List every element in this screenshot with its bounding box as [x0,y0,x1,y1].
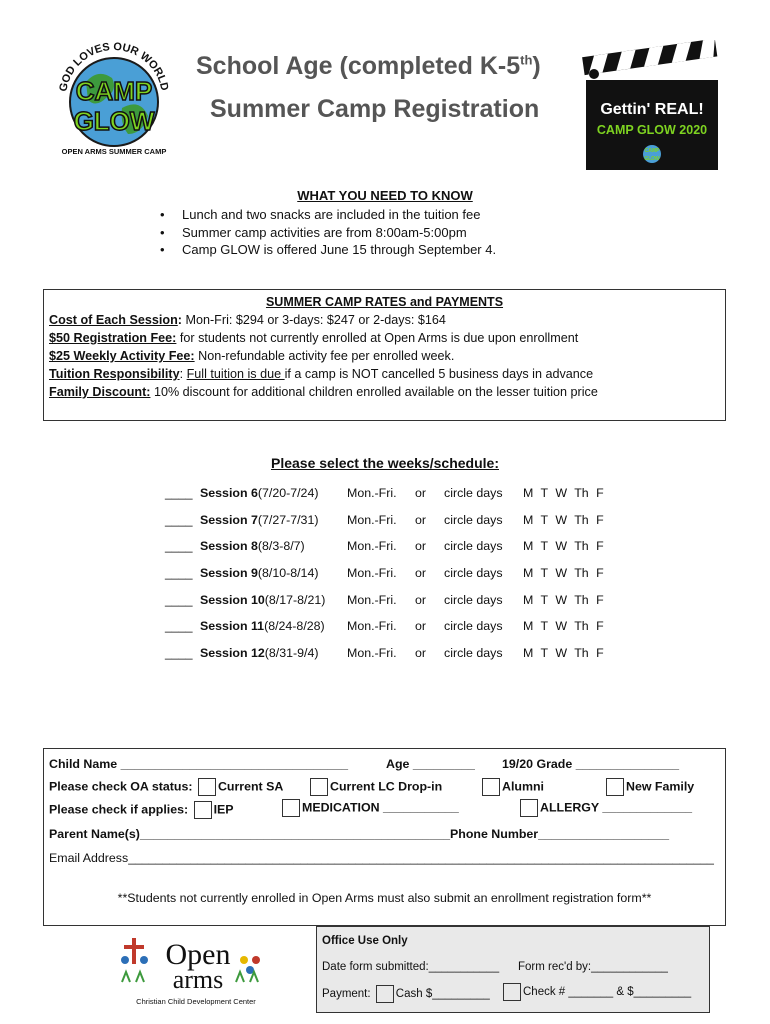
circle-days-label: circle days [444,619,503,634]
session-select-blank[interactable]: ____ [165,512,193,527]
rates-heading: SUMMER CAMP RATES and PAYMENTS [265,295,504,309]
medication-option: MEDICATION ___________ [280,799,459,817]
logo-glow-text: GLOW [73,106,155,136]
family-discount-row: Family Discount: 10% discount for additional children enrolled available on the lesser tuition price [49,385,598,399]
open-arms-word1: Open [165,938,231,971]
clapperboard-icon [582,40,722,172]
tuition-row: Tuition Responsibility: Full tuition is due if a camp is NOT cancelled 5 business days in advance [49,367,594,381]
phone-field[interactable]: Phone Number___________________ [450,827,670,841]
session-label: Session 8 (8/3-8/7) [200,539,305,554]
list-item: • Camp GLOW is offered June 15 through September 4. [160,241,496,259]
applies-row: Please check if applies: IEP [49,801,234,819]
mon-fri-option[interactable]: Mon.-Fri. [347,592,397,607]
weekday-options[interactable]: M T W Th F [523,619,604,634]
date-submitted-field[interactable]: Date form submitted:___________ [322,961,500,973]
clapper-mini-glow: GLOW [644,156,660,162]
session-label: Session 6 (7/20-7/24) [200,486,319,500]
age-field[interactable]: Age _________ [386,757,475,771]
session-label: Session 7 (7/27-7/31) [200,512,319,527]
rates-box [43,289,726,421]
session-label: Session 12 (8/31-9/4) [200,646,319,661]
office-use-box [316,926,710,1013]
session-select-blank[interactable]: ____ [165,486,193,500]
alumni-checkbox[interactable] [482,778,500,796]
page-title: School Age (completed K-5th) [196,52,541,80]
weekday-options[interactable]: M T W Th F [523,592,604,607]
camp-glow-logo [52,38,176,158]
mon-fri-option[interactable]: Mon.-Fri. [347,486,397,500]
or-text: or [415,539,427,554]
session-select-blank[interactable]: ____ [165,646,193,661]
circle-days-label: circle days [444,646,503,661]
session-label: Session 11 (8/24-8/28) [200,619,325,634]
activity-fee-row: $25 Weekly Activity Fee: Non-refundable activity fee per enrolled week. [49,349,455,363]
check-option: Check # _______ & $_________ [501,983,691,1001]
oa-status-row: Please check OA status: Current SA [49,778,283,796]
email-field[interactable]: Email Address_____________________________________________________________________________________ [49,851,714,865]
registration-fee-row: $50 Registration Fee: for students not currently enrolled at Open Arms is due upon enrollment [49,331,579,345]
session-label: Session 10 (8/17-8/21) [200,592,326,607]
list-item: • Summer camp activities are from 8:00am-5:00pm [160,224,496,242]
office-heading: Office Use Only [322,935,408,947]
weekday-options[interactable]: M T W Th F [523,486,604,500]
mon-fri-option[interactable]: Mon.-Fri. [347,566,397,581]
new-family-checkbox[interactable] [606,778,624,796]
weekday-options[interactable]: M T W Th F [523,646,604,661]
mon-fri-option[interactable]: Mon.-Fri. [347,512,397,527]
payment-row: Payment: Cash $_________ [322,985,490,1003]
or-text: or [415,566,427,581]
circle-days-label: circle days [444,486,503,500]
circle-days-label: circle days [444,566,503,581]
session-select-blank[interactable]: ____ [165,619,193,634]
clapper-mini-camp: CAMP [644,148,660,154]
session-select-blank[interactable]: ____ [165,539,193,554]
current-lc-checkbox[interactable] [310,778,328,796]
current-lc-option: Current LC Drop-in [308,778,442,796]
know-list [160,206,496,259]
allergy-checkbox[interactable] [520,799,538,817]
circle-days-label: circle days [444,512,503,527]
know-section [0,188,770,257]
clapper-line2: CAMP GLOW 2020 [596,123,708,137]
new-family-option: New Family [604,778,694,796]
or-text: or [415,512,427,527]
weekday-options[interactable]: M T W Th F [523,539,604,554]
or-text: or [415,486,427,500]
logo-caption: OPEN ARMS SUMMER CAMP [61,147,167,156]
open-arms-word2: arms [172,965,224,994]
logo-camp-text: CAMP [75,76,153,106]
form-received-field[interactable]: Form rec'd by:____________ [518,961,668,973]
mon-fri-option[interactable]: Mon.-Fri. [347,619,397,634]
current-sa-checkbox[interactable] [198,778,216,796]
know-heading: WHAT YOU NEED TO KNOW [297,188,473,203]
circle-days-label: circle days [444,592,503,607]
cost-row: Cost of Each Session: Mon-Fri: $294 or 3-days: $247 or 2-days: $164 [49,313,446,327]
or-text: or [415,592,427,607]
cash-checkbox[interactable] [376,985,394,1003]
alumni-option: Alumni [480,778,544,796]
iep-checkbox[interactable] [194,801,212,819]
parent-name-field[interactable]: Parent Name(s)_____________________________________________ [49,827,450,841]
check-checkbox[interactable] [503,983,521,1001]
logo-arc-text: GOD LOVES OUR WORLD [57,40,171,93]
clapper-line1: Gettin' REAL! [600,101,704,118]
or-text: or [415,646,427,661]
allergy-option: ALLERGY _____________ [518,799,692,817]
weekday-options[interactable]: M T W Th F [523,566,604,581]
grade-field[interactable]: 19/20 Grade _______________ [502,757,680,771]
session-select-blank[interactable]: ____ [165,592,193,607]
mon-fri-option[interactable]: Mon.-Fri. [347,539,397,554]
medication-checkbox[interactable] [282,799,300,817]
weeks-heading: Please select the weeks/schedule: [270,455,499,471]
session-label: Session 9 (8/10-8/14) [200,566,319,581]
mon-fri-option[interactable]: Mon.-Fri. [347,646,397,661]
open-arms-logo [116,930,271,1008]
weekday-options[interactable]: M T W Th F [523,512,604,527]
child-name-field[interactable]: Child Name _________________________________ [49,757,349,771]
circle-days-label: circle days [444,539,503,554]
or-text: or [415,619,427,634]
session-select-blank[interactable]: ____ [165,566,193,581]
page-subtitle: Summer Camp Registration [210,95,540,123]
registration-form [43,748,726,926]
open-arms-caption: Christian Child Development Center [136,997,256,1006]
enrollment-note: **Students not currently enrolled in Open Arms must also submit an enrollment registration form** [117,891,652,905]
list-item: • Lunch and two snacks are included in the tuition fee [160,206,496,224]
